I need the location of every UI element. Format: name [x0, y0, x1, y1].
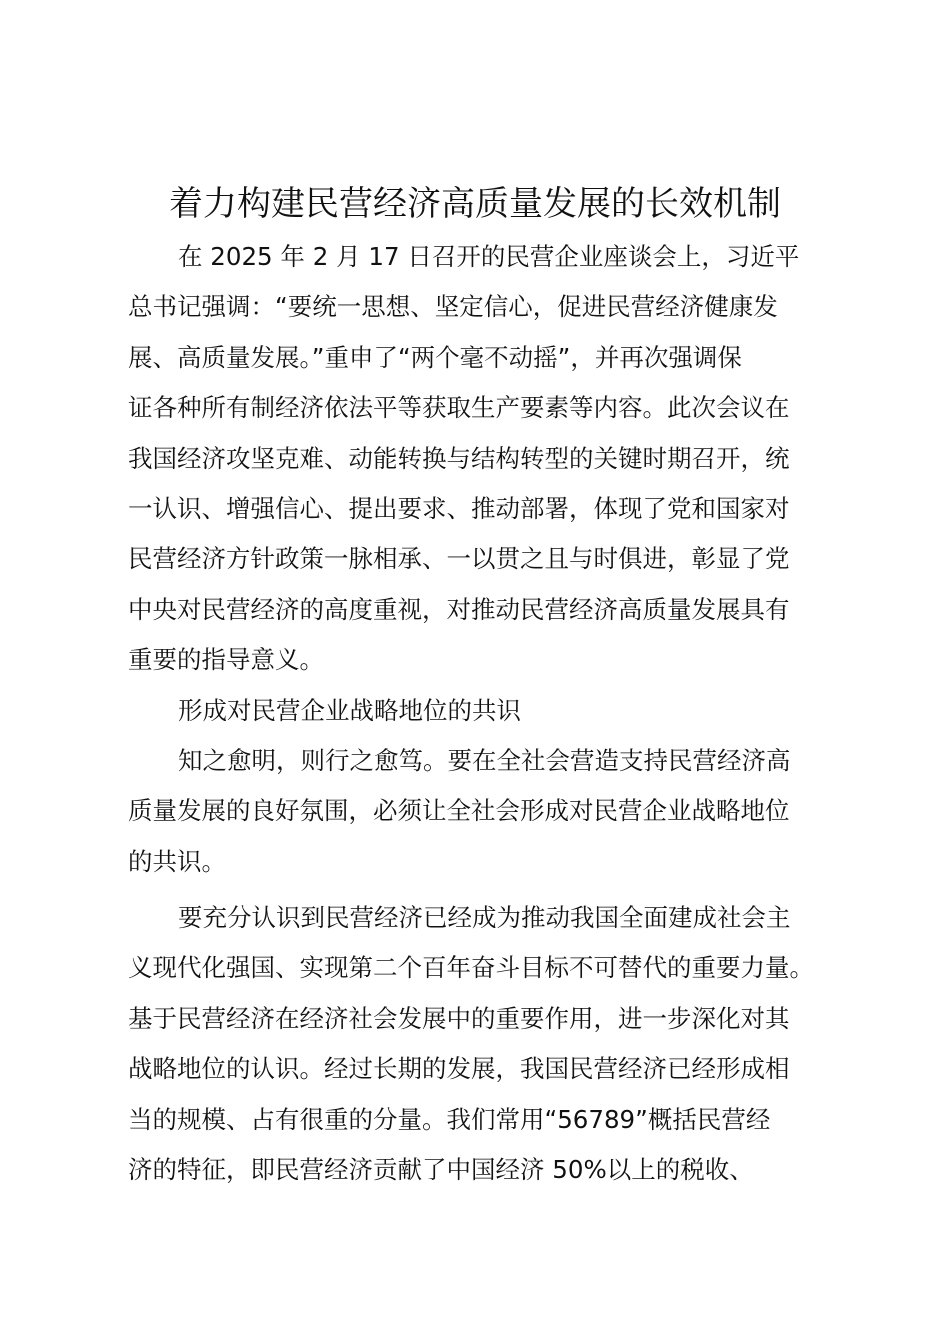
text-line: 战略地位的认识。经过长期的发展，我国民营经济已经形成相	[128, 1054, 790, 1084]
document-title: 着力构建民营经济高质量发展的长效机制	[169, 184, 781, 224]
text-line: 的共识。	[128, 846, 226, 876]
text-line: 展、高质量发展。”重申了“两个毫不动摇”，并再次强调保	[128, 342, 742, 372]
text-line: 基于民营经济在经济社会发展中的重要作用，进一步深化对其	[128, 1003, 790, 1033]
document-body	[128, 232, 838, 1195]
text-line: 总书记强调：“要统一思想、坚定信心，促进民营经济健康发	[128, 292, 778, 322]
text-line: 我国经济攻坚克难、动能转换与结构转型的关键时期召开，统	[128, 443, 790, 473]
paragraph-3	[128, 893, 838, 1195]
text-line: 义现代化强国、实现第二个百年奋斗目标不可替代的重要力量。	[128, 953, 814, 983]
text-line: 重要的指导意义。	[128, 645, 324, 675]
section-heading: 形成对民营企业战略地位的共识	[178, 695, 521, 725]
text-line: 济的特征，即民营经济贡献了中国经济 50%以上的税收、	[128, 1155, 754, 1185]
text-line: 知之愈明，则行之愈笃。要在全社会营造支持民营经济高	[178, 745, 791, 775]
text-line: 中央对民营经济的高度重视，对推动民营经济高质量发展具有	[128, 594, 790, 624]
text-line: 证各种所有制经济依法平等获取生产要素等内容。此次会议在	[128, 393, 790, 423]
text-line: 质量发展的良好氛围，必须让全社会形成对民营企业战略地位	[128, 796, 790, 826]
paragraph-1	[128, 232, 838, 686]
paragraph-2	[128, 736, 838, 887]
text-line: 当的规模、占有很重的分量。我们常用“56789”概括民营经	[128, 1104, 771, 1134]
text-line: 一认识、增强信心、提出要求、推动部署，体现了党和国家对	[128, 493, 790, 523]
text-line: 民营经济方针政策一脉相承、一以贯之且与时俱进，彰显了党	[128, 544, 790, 574]
text-line: 在 2025 年 2 月 17 日召开的民营企业座谈会上，习近平	[178, 242, 800, 271]
text-line: 要充分认识到民营经济已经成为推动我国全面建成社会主	[178, 903, 791, 933]
